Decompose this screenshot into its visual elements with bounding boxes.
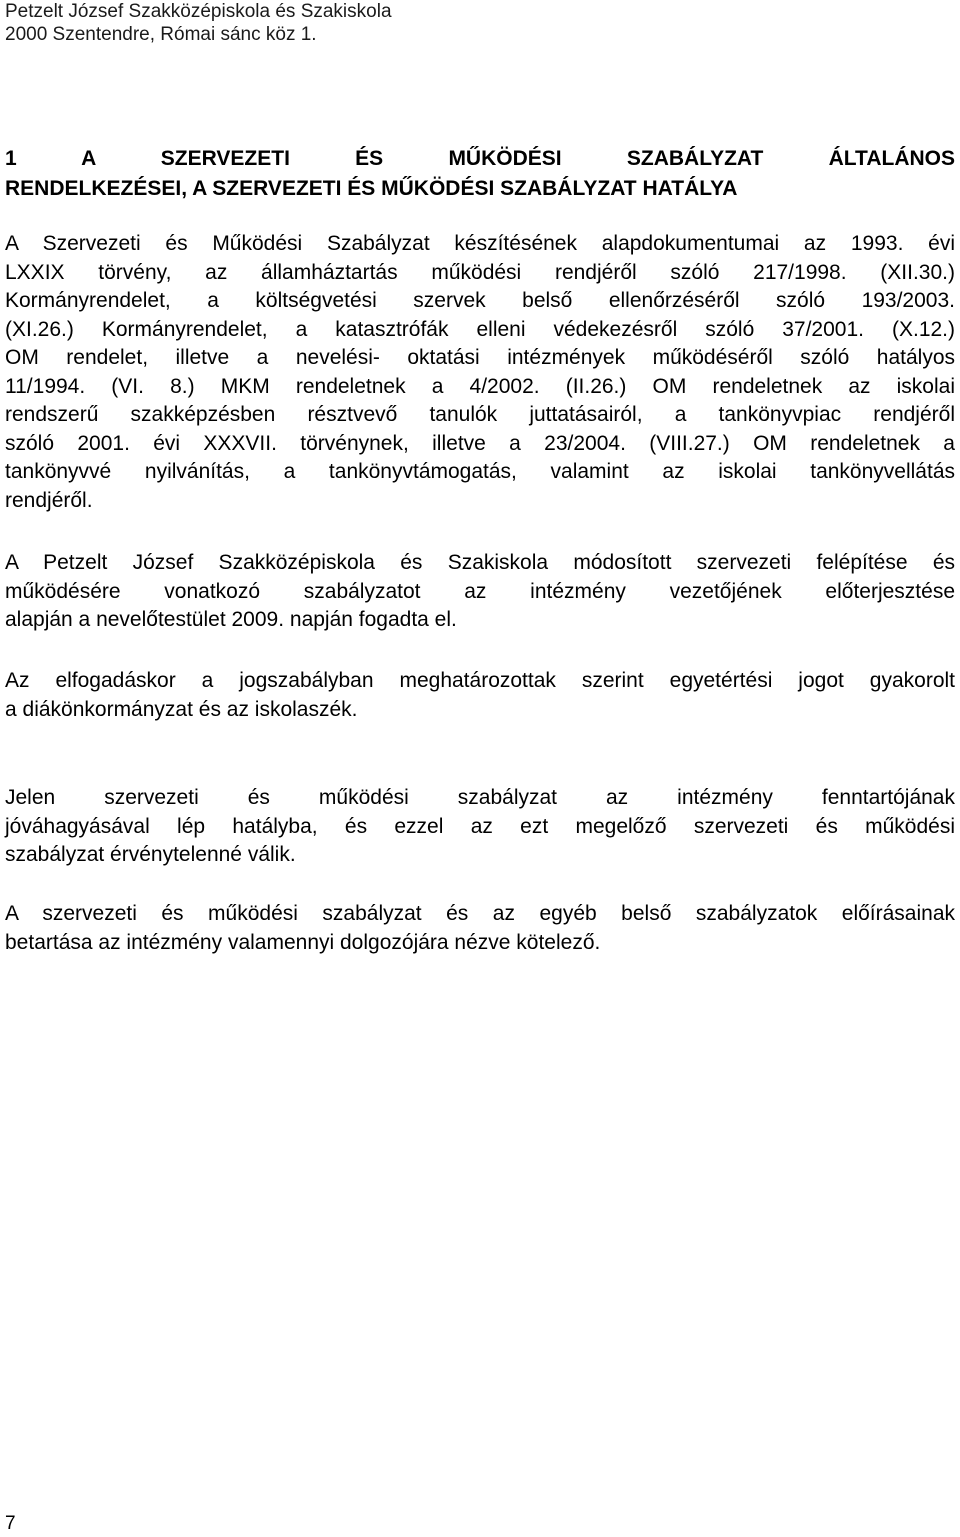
school-address: 2000 Szentendre, Római sánc köz 1. bbox=[5, 24, 317, 45]
paragraph-line: A szervezeti és működési szabályzat és az egyéb belső szabályzatok előírásainak bbox=[5, 902, 955, 925]
paragraph-line: OM rendelet, illetve a nevelési- oktatási intézmények működéséről szóló hatályos bbox=[5, 346, 955, 369]
paragraph-line: Jelen szervezeti és működési szabályzat az intézmény fenntartójának bbox=[5, 786, 955, 809]
section-heading bbox=[5, 144, 955, 204]
paragraph-line: működésére vonatkozó szabályzatot az intézmény vezetőjének előterjesztése bbox=[5, 579, 955, 603]
paragraph-line: rendjéről. bbox=[5, 488, 93, 512]
paragraph-effect bbox=[5, 784, 955, 870]
paragraph-line: szabályzat érvénytelenné válik. bbox=[5, 843, 296, 866]
page-number: 7 bbox=[5, 1513, 16, 1534]
paragraph-obligation bbox=[5, 900, 955, 957]
section-heading-line-1: 1 A SZERVEZETI ÉS MŰKÖDÉSI SZABÁLYZAT ÁLTALÁNOS bbox=[5, 147, 955, 170]
paragraph-line: A Petzelt József Szakközépiskola és Szakiskola módosított szervezeti felépítése és bbox=[5, 551, 955, 574]
paragraph-line: betartása az intézmény valamennyi dolgozójára nézve kötelező. bbox=[5, 930, 601, 954]
paragraph-line: rendszerű szakképzésben résztvevő tanulók juttatásairól, a tankönyvpiac rendjéről bbox=[5, 403, 955, 426]
paragraph-line: LXXIX törvény, az államháztartás működési rendjéről szóló 217/1998. (XII.30.) bbox=[5, 260, 955, 284]
paragraph-line: 11/1994. (VI. 8.) MKM rendeletnek a 4/2002. (II.26.) OM rendeletnek az iskolai bbox=[5, 374, 955, 398]
paragraph-consent bbox=[5, 667, 955, 724]
paragraph-line: tankönyvvé nyilvánítás, a tankönyvtámogatás, valamint az iskolai tankönyvellátás bbox=[5, 460, 955, 483]
paragraph-line: (XI.26.) Kormányrendelet, a katasztrófák elleni védekezésről szóló 37/2001. (X.12.) bbox=[5, 317, 955, 341]
paragraph-line: alapján a nevelőtestület 2009. napján fogadta el. bbox=[5, 608, 457, 631]
paragraph-line: Az elfogadáskor a jogszabályban meghatározottak szerint egyetértési jogot gyakorolt bbox=[5, 669, 955, 692]
school-name: Petzelt József Szakközépiskola és Szakiskola bbox=[5, 1, 392, 22]
page-header bbox=[5, 0, 605, 46]
paragraph-line: Kormányrendelet, a költségvetési szervek belső ellenőrzéséről szóló 193/2003. bbox=[5, 289, 955, 312]
section-heading-line-2: RENDELKEZÉSEI, A SZERVEZETI ÉS MŰKÖDÉSI SZABÁLYZAT HATÁLYA bbox=[5, 177, 738, 200]
paragraph-legal-basis bbox=[5, 230, 955, 515]
paragraph-line: jóváhagyásával lép hatályba, és ezzel az ezt megelőző szervezeti és működési bbox=[5, 814, 955, 838]
paragraph-line: A Szervezeti és Működési Szabályzat készítésének alapdokumentumai az 1993. évi bbox=[5, 232, 955, 255]
paragraph-adoption bbox=[5, 549, 955, 635]
paragraph-line: a diákönkormányzat és az iskolaszék. bbox=[5, 697, 358, 721]
paragraph-line: szóló 2001. évi XXXVII. törvénynek, illetve a 23/2004. (VIII.27.) OM rendeletnek a bbox=[5, 431, 955, 455]
